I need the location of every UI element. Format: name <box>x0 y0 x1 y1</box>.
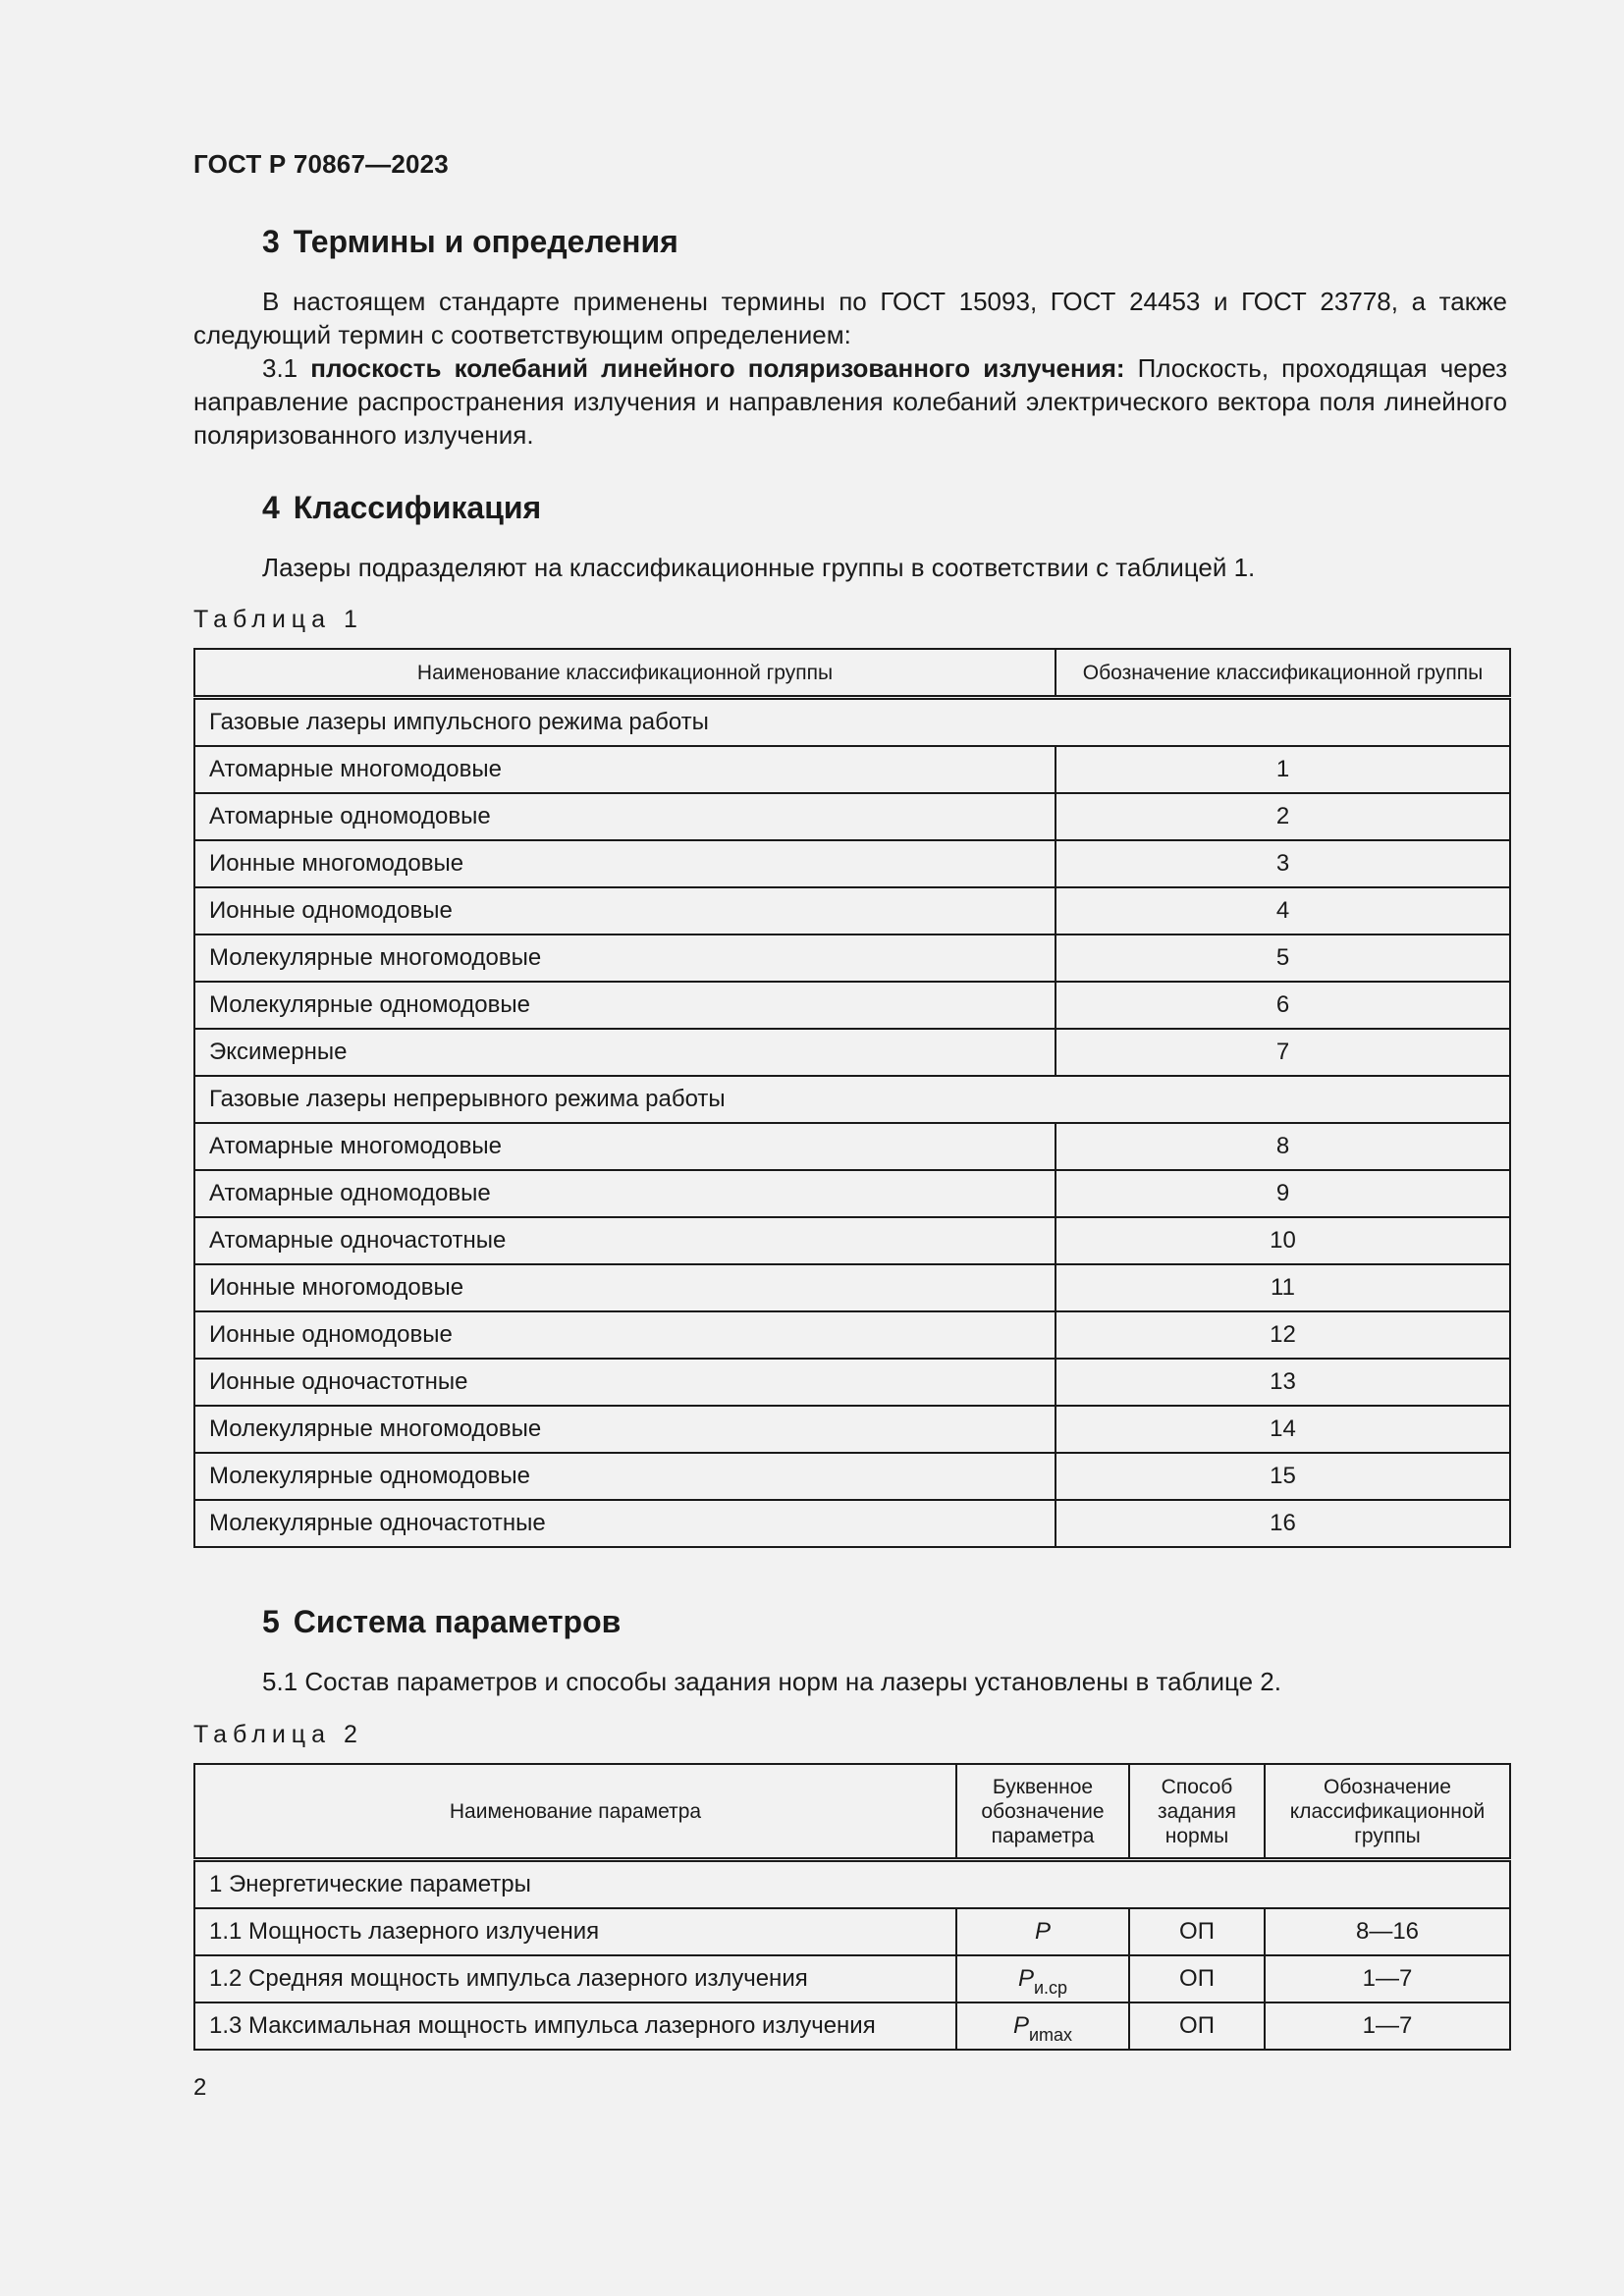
group-name-cell: Ионные многомодовые <box>194 1264 1056 1311</box>
group-name-cell: Ионные многомодовые <box>194 840 1056 887</box>
page-number: 2 <box>193 2074 207 2101</box>
group-title: Газовые лазеры непрерывного режима работы <box>194 1076 1510 1123</box>
symbol: P <box>1017 1965 1034 1992</box>
table-header: Наименование параметра <box>194 1764 956 1860</box>
table-header: Буквенное обозначение параметра <box>956 1764 1129 1860</box>
table-row <box>194 1029 1510 1076</box>
group-title: 1 Энергетические параметры <box>194 1860 1510 1909</box>
group-code-cell: 6 <box>1056 982 1510 1029</box>
parameter-name-cell: 1.3 Максимальная мощность импульса лазерного излучения <box>194 2002 956 2050</box>
group-code-cell: 7 <box>1056 1029 1510 1076</box>
group-name-cell: Ионные одночастотные <box>194 1359 1056 1406</box>
group-name-cell: Молекулярные одномодовые <box>194 982 1056 1029</box>
group-code-cell: 4 <box>1056 887 1510 934</box>
table-1-label: Таблица 1 <box>193 606 363 633</box>
parameter-symbol-cell <box>956 1908 1129 1955</box>
table-group-row <box>194 698 1510 747</box>
classification-groups-cell: 1—7 <box>1265 2002 1510 2050</box>
group-code-cell: 10 <box>1056 1217 1510 1264</box>
group-title: Газовые лазеры импульсного режима работы <box>194 698 1510 747</box>
parameter-symbol-cell <box>956 2002 1129 2050</box>
norm-method-cell: ОП <box>1129 1955 1265 2002</box>
table-row <box>194 1311 1510 1359</box>
group-code-cell: 12 <box>1056 1311 1510 1359</box>
table-group-row <box>194 1860 1510 1909</box>
table-row <box>194 2002 1510 2050</box>
table-group-row <box>194 1076 1510 1123</box>
symbol-subscript: и.ср <box>1033 1978 1068 1998</box>
group-code-cell: 9 <box>1056 1170 1510 1217</box>
section-5-text: 5.1 Состав параметров и способы задания норм на лазеры установлены в таблице 2. <box>262 1667 1281 1696</box>
group-code-cell: 11 <box>1056 1264 1510 1311</box>
table-row <box>194 1500 1510 1547</box>
symbol: P <box>1012 2012 1029 2039</box>
section-5-heading <box>262 1604 621 1640</box>
group-name-cell: Атомарные одномодовые <box>194 1170 1056 1217</box>
table-row <box>194 1217 1510 1264</box>
group-code-cell: 1 <box>1056 746 1510 793</box>
group-code-cell: 15 <box>1056 1453 1510 1500</box>
section-4-text: Лазеры подразделяют на классификационные группы в соответствии с таблицей 1. <box>262 553 1256 582</box>
group-name-cell: Эксимерные <box>194 1029 1056 1076</box>
section-number: 4 <box>262 490 280 525</box>
group-code-cell: 5 <box>1056 934 1510 982</box>
table-row <box>194 1123 1510 1170</box>
group-name-cell: Ионные одномодовые <box>194 1311 1056 1359</box>
parameter-name-cell: 1.2 Средняя мощность импульса лазерного излучения <box>194 1955 956 2002</box>
group-code-cell: 16 <box>1056 1500 1510 1547</box>
table-row <box>194 1406 1510 1453</box>
parameter-symbol-cell <box>956 1955 1129 2002</box>
section-number: 5 <box>262 1604 280 1639</box>
document-id: ГОСТ Р 70867—2023 <box>193 149 449 179</box>
table-row <box>194 1359 1510 1406</box>
group-code-cell: 14 <box>1056 1406 1510 1453</box>
table-2-label: Таблица 2 <box>193 1721 363 1748</box>
section-3-intro: В настоящем стандарте применены термины по ГОСТ 15093, ГОСТ 24453 и ГОСТ 23778, а также следующий термин с соответствующим определением: <box>193 287 1507 349</box>
table-row <box>194 1908 1510 1955</box>
group-name-cell: Молекулярные многомодовые <box>194 934 1056 982</box>
symbol: P <box>1034 1918 1051 1945</box>
term-number: 3.1 <box>262 353 298 383</box>
group-name-cell: Атомарные одночастотные <box>194 1217 1056 1264</box>
table-header: Обозначение классификационной группы <box>1265 1764 1510 1860</box>
table-row <box>194 793 1510 840</box>
group-code-cell: 2 <box>1056 793 1510 840</box>
classification-groups-cell: 1—7 <box>1265 1955 1510 2002</box>
group-name-cell: Молекулярные одномодовые <box>194 1453 1056 1500</box>
group-code-cell: 13 <box>1056 1359 1510 1406</box>
table-row <box>194 934 1510 982</box>
group-name-cell: Атомарные многомодовые <box>194 746 1056 793</box>
table-row <box>194 1955 1510 2002</box>
table-row <box>194 840 1510 887</box>
parameters-table <box>193 1763 1511 2051</box>
table-row <box>194 1453 1510 1500</box>
symbol-subscript: иmax <box>1028 2025 1073 2045</box>
table-header: Наименование классификационной группы <box>194 649 1056 698</box>
section-number: 3 <box>262 224 280 259</box>
norm-method-cell: ОП <box>1129 2002 1265 2050</box>
section-4-heading <box>262 490 541 526</box>
term-text: Плоскость, проходящая через направление распространения излучения и направления колебаний электрического вектора поля линейного поляризованного излучения. <box>193 353 1507 450</box>
table-row <box>194 1264 1510 1311</box>
term-name: плоскость колебаний линейного поляризованного излучения: <box>310 353 1125 383</box>
section-title: Система параметров <box>293 1604 622 1639</box>
section-3-heading <box>262 224 678 260</box>
table-row <box>194 1170 1510 1217</box>
parameter-name-cell: 1.1 Мощность лазерного излучения <box>194 1908 956 1955</box>
table-row <box>194 746 1510 793</box>
classification-groups-cell: 8—16 <box>1265 1908 1510 1955</box>
group-name-cell: Атомарные многомодовые <box>194 1123 1056 1170</box>
term-definition <box>193 351 1507 452</box>
group-code-cell: 3 <box>1056 840 1510 887</box>
group-name-cell: Молекулярные многомодовые <box>194 1406 1056 1453</box>
group-name-cell: Атомарные одномодовые <box>194 793 1056 840</box>
table-row <box>194 982 1510 1029</box>
section-title: Термины и определения <box>293 224 678 259</box>
section-title: Классификация <box>293 490 542 525</box>
norm-method-cell: ОП <box>1129 1908 1265 1955</box>
table-header: Обозначение классификационной группы <box>1056 649 1510 698</box>
group-name-cell: Молекулярные одночастотные <box>194 1500 1056 1547</box>
table-row <box>194 887 1510 934</box>
group-code-cell: 8 <box>1056 1123 1510 1170</box>
group-name-cell: Ионные одномодовые <box>194 887 1056 934</box>
table-header: Способ задания нормы <box>1129 1764 1265 1860</box>
classification-table <box>193 648 1511 1548</box>
